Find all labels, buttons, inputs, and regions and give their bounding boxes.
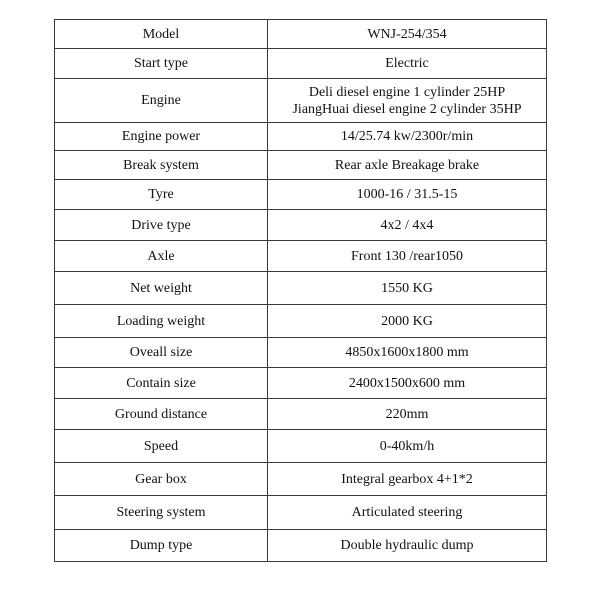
spec-value: 0-40km/h <box>268 430 547 463</box>
spec-value: Double hydraulic dump <box>268 530 547 562</box>
spec-value: 14/25.74 kw/2300r/min <box>268 123 547 151</box>
spec-label: Engine <box>55 79 268 123</box>
spec-row-model <box>55 20 547 49</box>
spec-row-break-system <box>55 151 547 180</box>
spec-row-overall-size <box>55 338 547 368</box>
spec-label: Loading weight <box>55 305 268 338</box>
spec-row-axle <box>55 241 547 272</box>
spec-value: Articulated steering <box>268 496 547 530</box>
spec-label: Steering system <box>55 496 268 530</box>
spec-row-net-weight <box>55 272 547 305</box>
spec-row-ground-distance <box>55 399 547 430</box>
spec-label: Net weight <box>55 272 268 305</box>
spec-label: Drive type <box>55 210 268 241</box>
spec-value: 220mm <box>268 399 547 430</box>
spec-value-line: JiangHuai diesel engine 2 cylinder 35HP <box>292 101 522 117</box>
spec-label: Axle <box>55 241 268 272</box>
spec-value <box>268 79 547 123</box>
spec-row-speed <box>55 430 547 463</box>
spec-label: Oveall size <box>55 338 268 368</box>
spec-label: Speed <box>55 430 268 463</box>
spec-value: 2000 KG <box>268 305 547 338</box>
spec-value-line: Deli diesel engine 1 cylinder 25HP <box>308 84 506 100</box>
spec-row-dump-type <box>55 530 547 562</box>
spec-row-contain-size <box>55 368 547 399</box>
spec-row-engine <box>55 79 547 123</box>
spec-row-tyre <box>55 180 547 210</box>
spec-label: Contain size <box>55 368 268 399</box>
spec-row-start-type <box>55 49 547 79</box>
spec-label: Ground distance <box>55 399 268 430</box>
spec-value: Integral gearbox 4+1*2 <box>268 463 547 496</box>
spec-label: Model <box>55 20 268 49</box>
spec-label: Gear box <box>55 463 268 496</box>
spec-label: Start type <box>55 49 268 79</box>
spec-value: 4x2 / 4x4 <box>268 210 547 241</box>
spec-value: WNJ-254/354 <box>268 20 547 49</box>
spec-value: 1000-16 / 31.5-15 <box>268 180 547 210</box>
spec-row-engine-power <box>55 123 547 151</box>
spec-value: Electric <box>268 49 547 79</box>
spec-row-steering-system <box>55 496 547 530</box>
spec-table <box>54 19 547 562</box>
spec-label: Tyre <box>55 180 268 210</box>
spec-value: 4850x1600x1800 mm <box>268 338 547 368</box>
spec-label: Break system <box>55 151 268 180</box>
spec-value: 1550 KG <box>268 272 547 305</box>
spec-row-drive-type <box>55 210 547 241</box>
spec-value: 2400x1500x600 mm <box>268 368 547 399</box>
spec-label: Dump type <box>55 530 268 562</box>
spec-row-loading-weight <box>55 305 547 338</box>
spec-value: Front 130 /rear1050 <box>268 241 547 272</box>
spec-row-gear-box <box>55 463 547 496</box>
spec-value: Rear axle Breakage brake <box>268 151 547 180</box>
spec-label: Engine power <box>55 123 268 151</box>
